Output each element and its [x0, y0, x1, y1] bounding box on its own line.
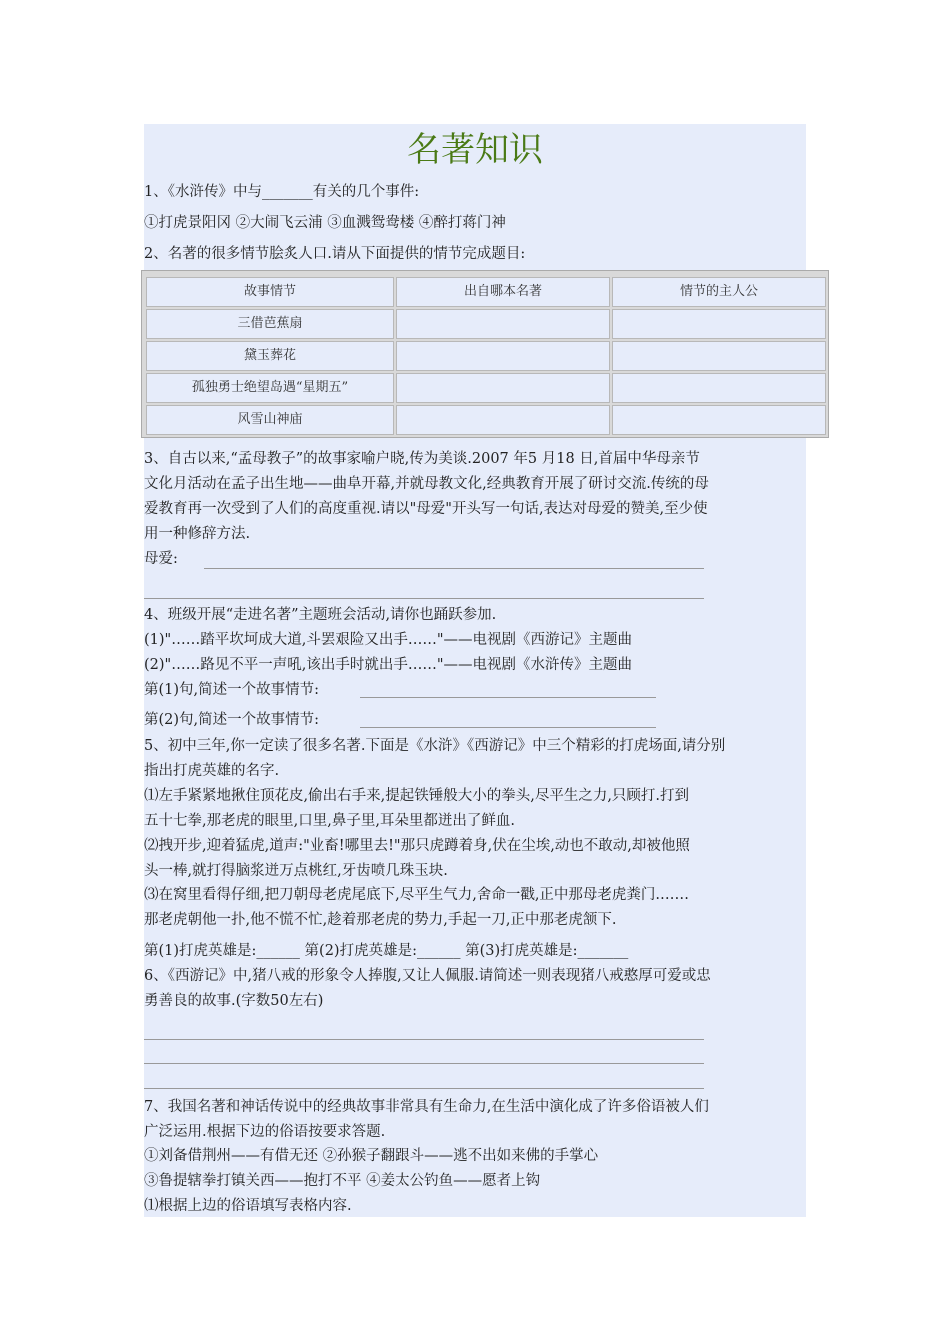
question-7-line: ①刘备借荆州——有借无还 ②孙猴子翻跟斗——逃不出如来佛的手掌心 — [144, 1148, 599, 1164]
table-cell-book-answer[interactable] — [396, 405, 610, 435]
answer-line[interactable] — [360, 697, 656, 698]
question-7-line: 7、我国名著和神话传说中的经典故事非常具有生命力,在生活中演化成了许多俗语被人们 — [144, 1099, 709, 1115]
table-cell-book-answer[interactable] — [396, 373, 610, 403]
table-cell-protagonist-answer[interactable] — [612, 405, 826, 435]
table-cell-protagonist-answer[interactable] — [612, 341, 826, 371]
question-2-text: 2、名著的很多情节脍炙人口.请从下面提供的情节完成题目: — [144, 246, 526, 262]
table-header-book: 出自哪本名著 — [396, 277, 610, 307]
question-3-line: 文化月活动在孟子出生地——曲阜开幕,并就母教文化,经典教育开展了研讨交流.传统的母 — [144, 476, 709, 492]
table-row-plot: 三借芭蕉扇 — [146, 309, 394, 339]
question-4-line: (2)"……路见不平一声吼,该出手时就出手……"——电视剧《水浒传》主题曲 — [144, 657, 632, 673]
question-4-answer-2-label: 第(2)句,简述一个故事情节: — [144, 712, 320, 728]
table-row-plot: 风雪山神庙 — [146, 405, 394, 435]
answer-line[interactable] — [144, 1063, 704, 1064]
question-7-line: 广泛运用.根据下边的俗语按要求答题. — [144, 1124, 386, 1140]
question-5-line: 五十七拳,那老虎的眼里,口里,鼻子里,耳朵里都迸出了鲜血. — [144, 813, 516, 829]
table-cell-book-answer[interactable] — [396, 309, 610, 339]
question-3-line: 爱教育再一次受到了人们的高度重视.请以"母爱"开头写一句话,表达对母爱的赞美,至少使 — [144, 501, 708, 517]
question-5-line: ⑶在窝里看得仔细,把刀朝母老虎尾底下,尽平生气力,舍命一戳,正中那母老虎粪门.…… — [144, 887, 690, 903]
question-7-line: ⑴根据上边的俗语填写表格内容. — [144, 1198, 352, 1214]
answer-line[interactable] — [360, 727, 656, 728]
answer-line[interactable] — [204, 568, 704, 569]
question-6-line: 勇善良的故事.(字数50左右) — [144, 993, 324, 1009]
question-5-line: 5、初中三年,你一定读了很多名著.下面是《水浒》《西游记》中三个精彩的打虎场面,请分别 — [144, 738, 726, 754]
answer-line[interactable] — [144, 1088, 704, 1089]
answer-line[interactable] — [144, 598, 704, 599]
table-row-plot: 孤独勇士绝望岛遇“星期五” — [146, 373, 394, 403]
question-6-line: 6、《西游记》中,猪八戒的形象令人捧腹,又让人佩服.请简述一则表现猪八戒憨厚可爱或忠 — [144, 968, 711, 984]
question-5-line: 头一棒,就打得脑浆迸万点桃红,牙齿喷几珠玉块. — [144, 863, 448, 879]
question-5-line: 指出打虎英雄的名字. — [144, 763, 280, 779]
page-title: 名著知识 — [407, 130, 543, 170]
table-row-plot: 黛玉葬花 — [146, 341, 394, 371]
question-5-answers: 第(1)打虎英雄是:______ 第(2)打虎英雄是:______ 第(3)打虎英雄是:_______ — [144, 943, 629, 959]
table-header-plot: 故事情节 — [146, 277, 394, 307]
table-cell-protagonist-answer[interactable] — [612, 309, 826, 339]
question-3-line: 3、自古以来,“孟母教子”的故事家喻户晓,传为美谈.2007 年5 月18 日,首届中华母亲节 — [144, 451, 700, 467]
question-3-line: 用一种修辞方法. — [144, 526, 251, 542]
question-1-options: ①打虎景阳冈 ②大闹飞云浦 ③血溅鸳鸯楼 ④醉打蒋门神 — [144, 215, 506, 231]
plot-table — [141, 270, 829, 438]
question-5-line: ⑴左手紧紧地揪住顶花皮,偷出右手来,提起铁锤般大小的拳头,尽平生之力,只顾打.打到 — [144, 788, 690, 804]
answer-line[interactable] — [144, 1039, 704, 1040]
table-cell-book-answer[interactable] — [396, 341, 610, 371]
table-header-protagonist: 情节的主人公 — [612, 277, 826, 307]
question-4-line: (1)"……踏平坎坷成大道,斗罢艰险又出手……"——电视剧《西游记》主题曲 — [144, 632, 632, 648]
question-5-line: 那老虎朝他一扑,他不慌不忙,趁着那老虎的势力,手起一刀,正中那老虎颔下. — [144, 912, 617, 928]
question-7-line: ③鲁提辖拳打镇关西——抱打不平 ④姜太公钓鱼——愿者上钩 — [144, 1173, 541, 1189]
question-5-line: ⑵拽开步,迎着猛虎,道声:"业畜!哪里去!"那只虎蹲着身,伏在尘埃,动也不敢动,却被他照 — [144, 838, 690, 854]
question-4-line: 4、班级开展“走进名著”主题班会活动,请你也踊跃参加. — [144, 607, 497, 623]
question-1-text: 1、《水浒传》中与_______有关的几个事件: — [144, 184, 420, 200]
table-cell-protagonist-answer[interactable] — [612, 373, 826, 403]
question-3-answer-label: 母爱: — [144, 551, 178, 567]
question-4-answer-1-label: 第(1)句,简述一个故事情节: — [144, 682, 320, 698]
